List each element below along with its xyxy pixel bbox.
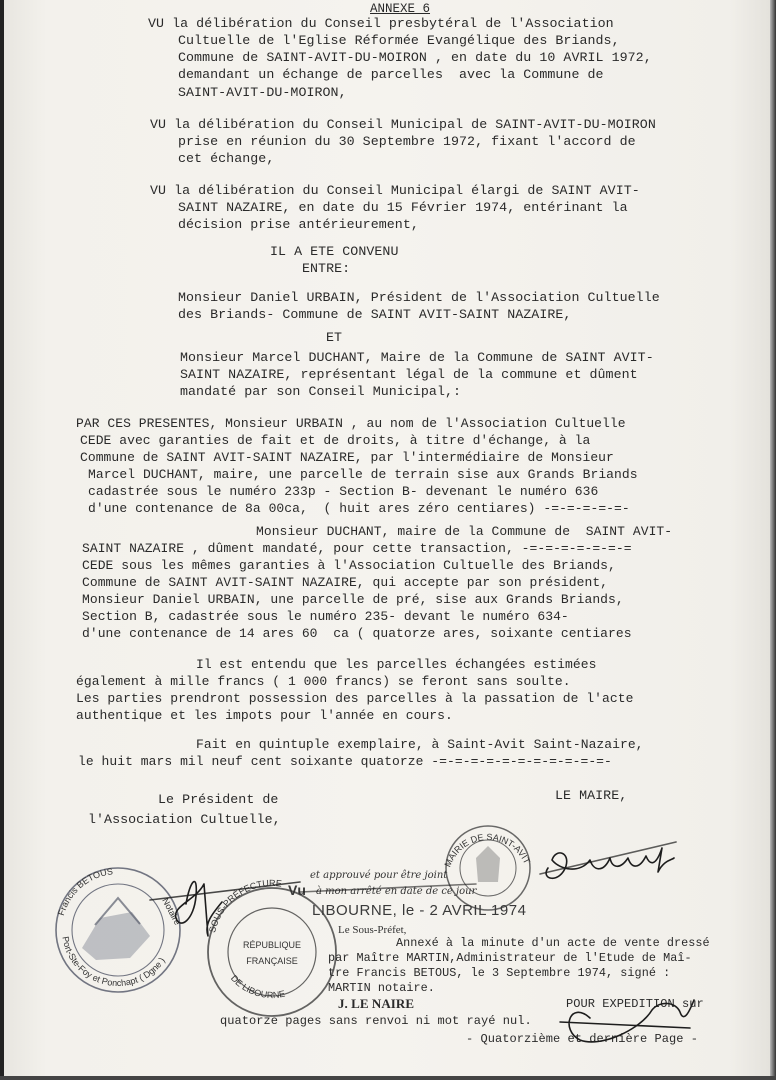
- text-line: VU la délibération du Conseil presbytéral de l'Association: [148, 16, 614, 31]
- signatory-mayor-title: LE MAIRE,: [555, 788, 628, 803]
- prefecture-stamp-top: SOUS-PRÉFECTURE: [207, 877, 283, 934]
- text-line: Fait en quintuple exemplaire, à Saint-Avit Saint-Nazaire,: [196, 737, 644, 752]
- vu-annotation-2: à mon arrêté en date de ce jour: [316, 886, 477, 897]
- text-line: IL A ETE CONVENU: [270, 244, 399, 259]
- annex-note-line: MARTIN notaire.: [328, 981, 435, 995]
- vu-annotation-1: et approuvé pour être joint: [310, 870, 448, 881]
- vu-label: Vu: [288, 882, 307, 898]
- prefecture-stamp-center-2: FRANÇAISE: [246, 956, 298, 966]
- prefecture-stamp: [207, 878, 336, 1016]
- notary-stamp-top: Francis BETOUS: [56, 866, 114, 917]
- notary-emblem: [82, 912, 150, 960]
- text-line: des Briands- Commune de SAINT AVIT-SAINT NAZAIRE,: [178, 307, 572, 322]
- text-line: CEDE sous les mêmes garanties à l'Association Cultuelle des Briands,: [82, 558, 616, 573]
- text-line: Monsieur DUCHANT, maire de la Commune de SAINT AVIT-: [256, 524, 673, 539]
- notary-stamp-bottom: Port-Ste-Foy et Ponchapt ( Dgne ): [60, 935, 167, 989]
- text-line: cet échange,: [178, 151, 275, 166]
- text-line: Commune de SAINT AVIT-SAINT NAZAIRE, par l'intermédiaire de Monsieur: [80, 450, 614, 465]
- text-line: Section B, cadastrée sous le numéro 235- devant le numéro 634-: [82, 609, 569, 624]
- text-line: Monsieur Marcel DUCHANT, Maire de la Commune de SAINT AVIT-: [180, 350, 654, 365]
- text-line: également à mille francs ( 1 000 francs) se feront sans soulte.: [76, 674, 571, 689]
- libourne-date-stamp: LIBOURNE, le - 2 AVRIL 1974: [312, 902, 527, 919]
- text-line: Les parties prendront possession des parcelles à la passation de l'acte: [76, 691, 634, 706]
- notary-stamp-side: Notaire: [160, 896, 183, 927]
- mairie-stamp-ring: MAIRIE DE SAINT-AVIT: [442, 831, 533, 869]
- text-line: Monsieur Daniel URBAIN, une parcelle de pré, sise aux Grands Briands,: [82, 592, 624, 607]
- text-line: authentique et les impots pour l'année en cours.: [76, 708, 453, 723]
- text-line: PAR CES PRESENTES, Monsieur URBAIN , au nom de l'Association Cultuelle: [76, 416, 626, 431]
- text-line: prise en réunion du 30 Septembre 1972, fixant l'accord de: [178, 134, 636, 149]
- text-line: Cultuelle de l'Eglise Réformée Evangélique des Briands,: [178, 33, 620, 48]
- expedition-line-1: POUR EXPEDITION sur: [566, 997, 704, 1011]
- signatory-president-org: l'Association Cultuelle,: [88, 812, 281, 827]
- text-line: demandant un échange de parcelles avec la Commune de: [178, 67, 604, 82]
- text-line: le huit mars mil neuf cent soixante quatorze -=-=-=-=-=-=-=-=-=-=-=-: [78, 754, 612, 769]
- text-line: VU la délibération du Conseil Municipal de SAINT-AVIT-DU-MOIRON: [150, 117, 656, 132]
- sous-prefet-label: Le Sous-Préfet,: [338, 924, 407, 936]
- expedition-line-2: quatorze pages sans renvoi ni mot rayé nul.: [220, 1014, 532, 1028]
- text-line: SAINT NAZAIRE, représentant légal de la commune et dûment: [180, 367, 638, 382]
- prefecture-stamp-bottom: DE LIBOURNE: [228, 973, 286, 1001]
- text-line: VU la délibération du Conseil Municipal élargi de SAINT AVIT-: [150, 183, 640, 198]
- text-line: d'une contenance de 14 ares 60 ca ( quatorze ares, soixante centiares: [82, 626, 632, 641]
- text-line: Commune de SAINT AVIT-SAINT NAZAIRE, qui accepte par son président,: [82, 575, 609, 590]
- mairie-stamp: [442, 826, 532, 910]
- text-line: SAINT NAZAIRE , dûment mandaté, pour cette transaction, -=-=-=-=-=-=-=: [82, 541, 632, 556]
- text-line: ENTRE:: [302, 261, 351, 276]
- text-line: Il est entendu que les parcelles échangées estimées: [196, 657, 597, 672]
- text-line: Marcel DUCHANT, maire, une parcelle de terrain sise aux Grands Briands: [88, 467, 638, 482]
- text-line: cadastrée sous le numéro 233p - Section B- devenant le numéro 636: [88, 484, 599, 499]
- text-line: SAINT-AVIT-DU-MOIRON,: [178, 85, 347, 100]
- annex-label: ANNEXE 6: [370, 2, 431, 16]
- text-line: d'une contenance de 8a 00ca, ( huit ares zéro centiares) -=-=-=-=-=-: [88, 501, 630, 516]
- text-line: Commune de SAINT-AVIT-DU-MOIRON , en date du 10 AVRIL 1972,: [178, 50, 652, 65]
- annex-note-line: Annexé à la minute d'un acte de vente dressé: [396, 936, 710, 950]
- text-line: ET: [326, 330, 343, 345]
- annex-note-line: par Maître MARTIN,Administrateur de l'Etude de Maî-: [328, 951, 692, 965]
- mairie-emblem: [476, 846, 500, 882]
- text-line: Monsieur Daniel URBAIN, Président de l'Association Cultuelle: [178, 290, 660, 305]
- annex-note-line: tre Francis BETOUS, le 3 Septembre 1974, signé :: [328, 966, 671, 980]
- text-line: CEDE avec garanties de fait et de droits, à titre d'échange, à la: [80, 433, 591, 448]
- notary-signature: [560, 1000, 694, 1042]
- text-line: décision prise antérieurement,: [178, 217, 419, 232]
- notary-stamp: [56, 866, 183, 992]
- prefecture-stamp-center-1: RÉPUBLIQUE: [242, 940, 302, 950]
- prefect-name: J. LE NAIRE: [338, 996, 415, 1011]
- signatory-president-title: Le Président de: [158, 792, 279, 807]
- text-line: SAINT NAZAIRE, en date du 15 Février 1974, entérinant la: [178, 200, 628, 215]
- text-line: mandaté par son Conseil Municipal,:: [180, 384, 462, 399]
- last-page-note: - Quatorzième et dernière Page -: [466, 1032, 699, 1046]
- mayor-signature: [546, 848, 674, 878]
